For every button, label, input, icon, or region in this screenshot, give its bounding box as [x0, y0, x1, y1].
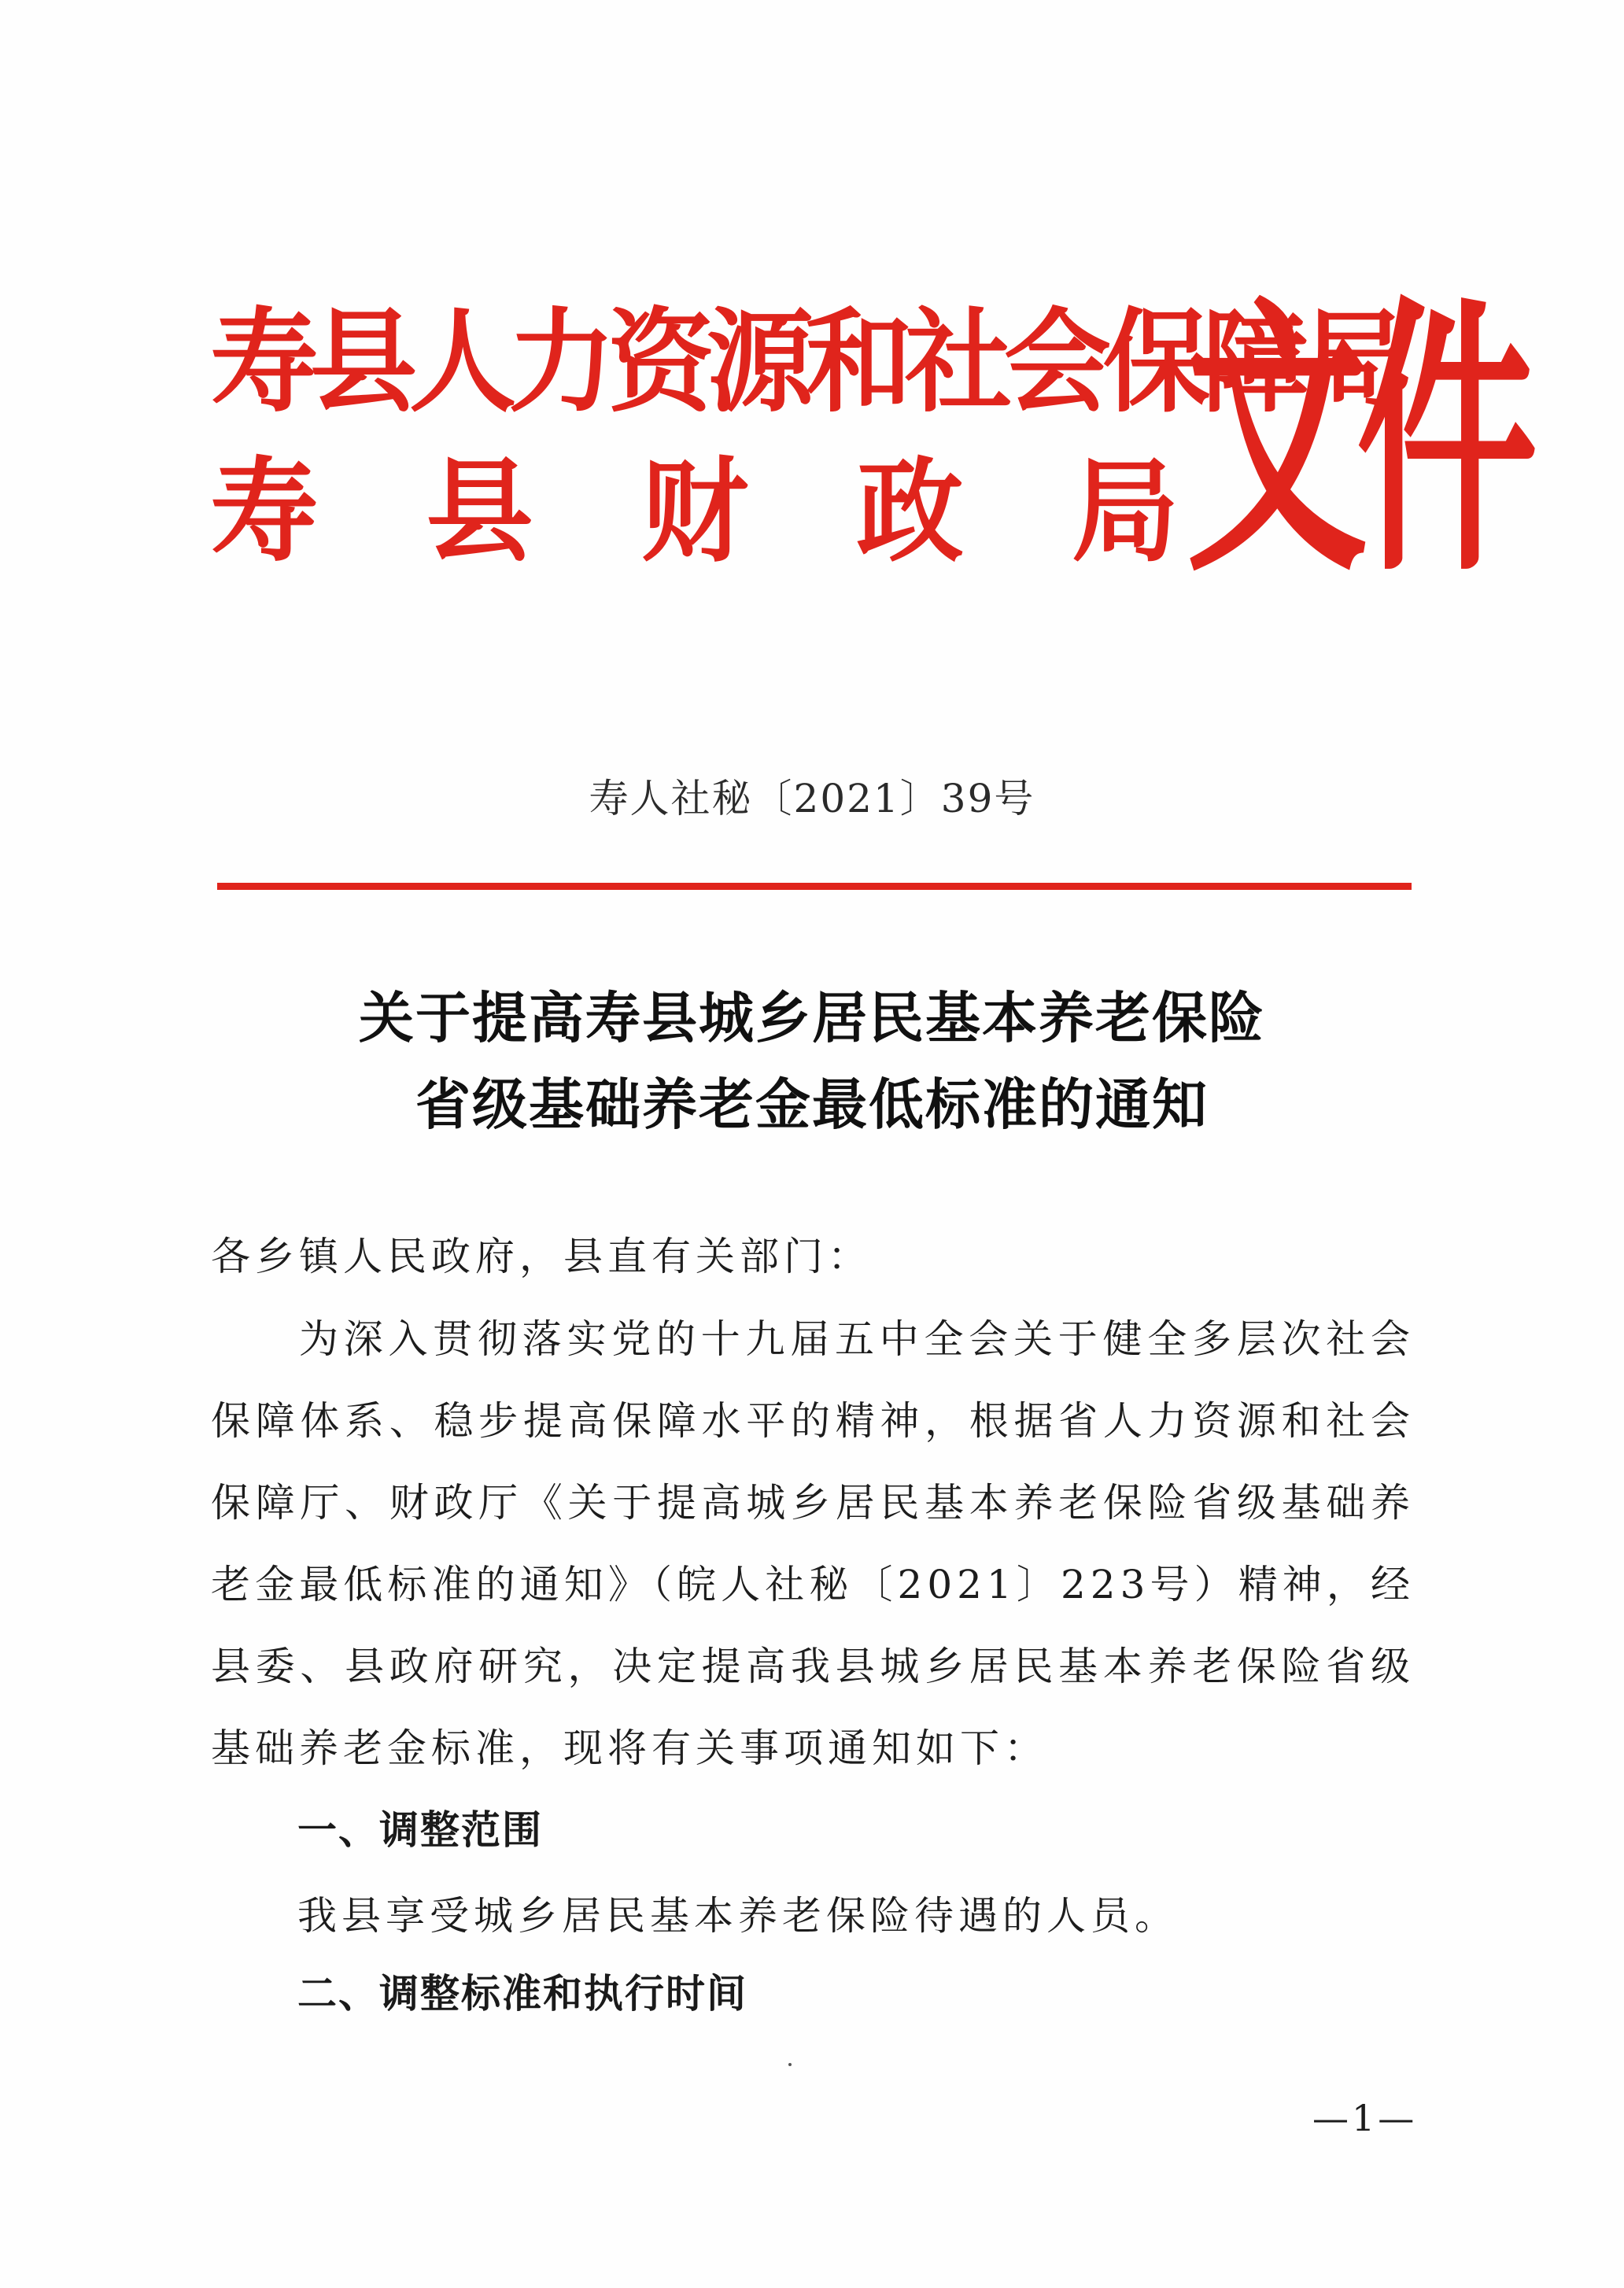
agency-name-line-1: 寿县人力资源和社会保障局: [211, 297, 1401, 429]
section-heading-standard: 二、调整标准和执行时间: [297, 1971, 747, 2017]
salutation: 各乡镇人民政府，县直有关部门：: [211, 1234, 872, 1279]
agency-line-2-char: 财: [641, 447, 748, 578]
document-word: 文件: [1187, 275, 1527, 611]
notice-title-line-2: 省级基础养老金最低标准的通知: [415, 1072, 1209, 1137]
section-text-scope: 我县享受城乡居民基本养老保险待遇的人员。: [297, 1893, 1179, 1939]
document-number: 寿人社秘〔2021〕39号: [589, 776, 1035, 821]
intro-paragraph: 为深入贯彻落实党的十九届五中全会关于健全多层次社会保障体系、稳步提高保障水平的精神，根据省人力资源和社会保障厅、财政厅《关于提高城乡居民基本养老保险省级基础养老金最低标准的通知》（皖人社秘〔2021〕223号）精神，经县委、县政府研究，决定提高我县城乡居民基本养老保险省级基础养老金标准，现将有关事项通知如下：: [211, 1316, 1415, 1771]
agency-line-2-char: 县: [426, 447, 533, 578]
agency-name-line-2: [211, 447, 1179, 578]
notice-title-line-1: 关于提高寿县城乡居民基本养老保险: [359, 986, 1265, 1050]
red-divider-line: [217, 883, 1412, 890]
agency-line-2-char: 寿: [211, 447, 318, 578]
agency-line-2-char: 政: [856, 447, 964, 578]
agency-line-2-char: 局: [1072, 447, 1179, 578]
scan-speck: [788, 2063, 792, 2066]
letterhead: [211, 275, 1527, 622]
page-number: —1—: [1312, 2097, 1418, 2139]
section-heading-scope: 一、调整范围: [297, 1807, 543, 1853]
